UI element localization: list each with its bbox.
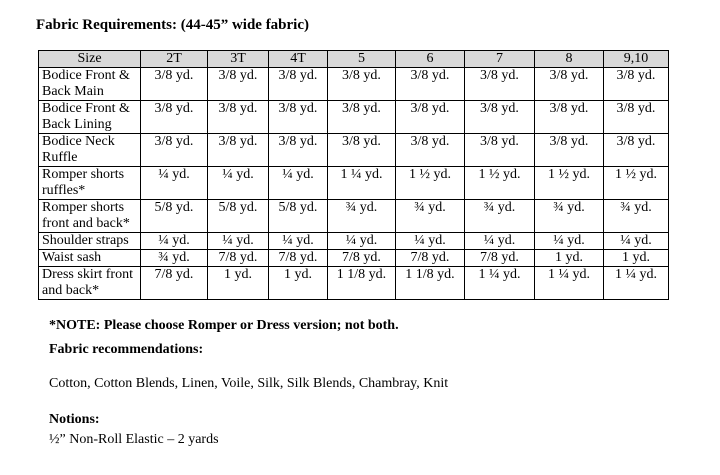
header-size: Size — [39, 51, 141, 68]
cell-value: 7/8 yd. — [208, 250, 269, 267]
cell-value: 3/8 yd. — [141, 101, 208, 134]
cell-value: 1 1/8 yd. — [396, 267, 465, 300]
fabric-recommendations-text: Cotton, Cotton Blends, Linen, Voile, Silk, Silk Blends, Chambray, Knit — [49, 376, 449, 391]
cell-value: 3/8 yd. — [396, 134, 465, 167]
header-8: 8 — [535, 51, 604, 68]
cell-value: 3/8 yd. — [208, 68, 269, 101]
cell-value: 3/8 yd. — [141, 134, 208, 167]
cell-value: 1 yd. — [604, 250, 669, 267]
cell-value: 1 ½ yd. — [535, 167, 604, 200]
cell-value: 3/8 yd. — [465, 68, 535, 101]
cell-value: ¼ yd. — [269, 233, 328, 250]
row-label: Bodice Neck Ruffle — [39, 134, 141, 167]
cell-value: ¾ yd. — [604, 200, 669, 233]
cell-value: ¾ yd. — [465, 200, 535, 233]
cell-value: ¼ yd. — [535, 233, 604, 250]
cell-value: 3/8 yd. — [208, 101, 269, 134]
cell-value: 1 yd. — [535, 250, 604, 267]
header-9-10: 9,10 — [604, 51, 669, 68]
cell-value: 3/8 yd. — [208, 134, 269, 167]
cell-value: 7/8 yd. — [141, 267, 208, 300]
notions-heading: Notions: — [49, 412, 100, 427]
cell-value: 3/8 yd. — [328, 101, 396, 134]
cell-value: ¼ yd. — [604, 233, 669, 250]
table-row — [39, 101, 669, 134]
header-4T: 4T — [269, 51, 328, 68]
cell-value: ¼ yd. — [141, 167, 208, 200]
cell-value: 3/8 yd. — [328, 68, 396, 101]
cell-value: 1 1/8 yd. — [328, 267, 396, 300]
cell-value: 3/8 yd. — [396, 101, 465, 134]
cell-value: 1 ½ yd. — [396, 167, 465, 200]
row-label: Dress skirt front and back* — [39, 267, 141, 300]
cell-value: 3/8 yd. — [141, 68, 208, 101]
cell-value: ¼ yd. — [208, 233, 269, 250]
cell-value: 1 yd. — [208, 267, 269, 300]
cell-value: ¾ yd. — [535, 200, 604, 233]
cell-value: ¼ yd. — [396, 233, 465, 250]
cell-value: 1 ¼ yd. — [465, 267, 535, 300]
cell-value: 3/8 yd. — [465, 134, 535, 167]
fabric-requirements-table — [38, 50, 669, 300]
cell-value: 5/8 yd. — [208, 200, 269, 233]
header-7: 7 — [465, 51, 535, 68]
cell-value: 7/8 yd. — [328, 250, 396, 267]
cell-value: 7/8 yd. — [396, 250, 465, 267]
cell-value: 3/8 yd. — [465, 101, 535, 134]
cell-value: 1 ¼ yd. — [604, 267, 669, 300]
cell-value: 3/8 yd. — [604, 134, 669, 167]
cell-value: ¾ yd. — [328, 200, 396, 233]
table-row — [39, 250, 669, 267]
cell-value: 7/8 yd. — [269, 250, 328, 267]
table-header-row — [39, 51, 669, 68]
cell-value: 3/8 yd. — [269, 134, 328, 167]
cell-value: ¾ yd. — [141, 250, 208, 267]
table-row — [39, 200, 669, 233]
cell-value: 3/8 yd. — [535, 134, 604, 167]
row-label: Bodice Front & Back Lining — [39, 101, 141, 134]
cell-value: ¼ yd. — [328, 233, 396, 250]
cell-value: ¼ yd. — [465, 233, 535, 250]
header-5: 5 — [328, 51, 396, 68]
cell-value: 3/8 yd. — [535, 101, 604, 134]
table-row — [39, 68, 669, 101]
cell-value: ¾ yd. — [396, 200, 465, 233]
cell-value: 7/8 yd. — [465, 250, 535, 267]
cell-value: 3/8 yd. — [269, 101, 328, 134]
cell-value: 1 ¼ yd. — [535, 267, 604, 300]
header-3T: 3T — [208, 51, 269, 68]
row-label: Bodice Front & Back Main — [39, 68, 141, 101]
row-label: Romper shorts front and back* — [39, 200, 141, 233]
fabric-recommendations-heading: Fabric recommendations: — [49, 342, 204, 357]
table-row — [39, 134, 669, 167]
table-row — [39, 267, 669, 300]
cell-value: 3/8 yd. — [604, 68, 669, 101]
version-note: *NOTE: Please choose Romper or Dress version; not both. — [49, 318, 399, 333]
table-row — [39, 167, 669, 200]
cell-value: 1 ¼ yd. — [328, 167, 396, 200]
cell-value: 5/8 yd. — [269, 200, 328, 233]
cell-value: 3/8 yd. — [535, 68, 604, 101]
row-label: Shoulder straps — [39, 233, 141, 250]
cell-value: ¼ yd. — [269, 167, 328, 200]
cell-value: ¼ yd. — [208, 167, 269, 200]
table-row — [39, 233, 669, 250]
row-label: Waist sash — [39, 250, 141, 267]
cell-value: ¼ yd. — [141, 233, 208, 250]
row-label: Romper shorts ruffles* — [39, 167, 141, 200]
cell-value: 3/8 yd. — [604, 101, 669, 134]
cell-value: 3/8 yd. — [396, 68, 465, 101]
header-2T: 2T — [141, 51, 208, 68]
cell-value: 5/8 yd. — [141, 200, 208, 233]
cell-value: 1 ½ yd. — [604, 167, 669, 200]
page-title: Fabric Requirements: (44-45” wide fabric) — [36, 17, 310, 33]
cell-value: 1 yd. — [269, 267, 328, 300]
cell-value: 3/8 yd. — [328, 134, 396, 167]
cell-value: 1 ½ yd. — [465, 167, 535, 200]
notions-text: ½” Non-Roll Elastic – 2 yards — [49, 432, 219, 447]
header-6: 6 — [396, 51, 465, 68]
cell-value: 3/8 yd. — [269, 68, 328, 101]
